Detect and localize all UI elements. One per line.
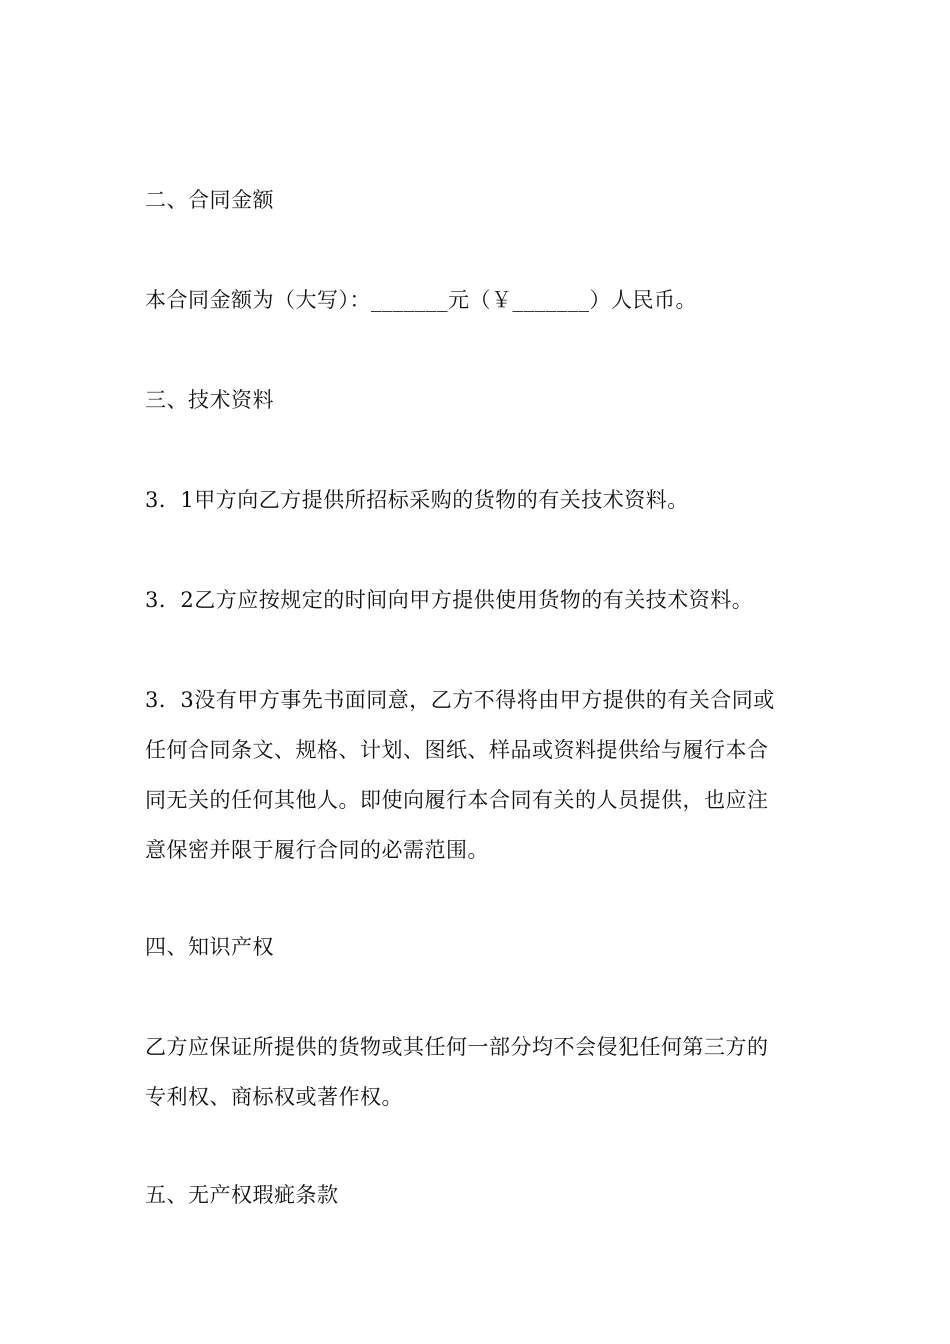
clause-3-3-line-1: 3．3没有甲方事先书面同意，乙方不得将由甲方提供的有关合同或	[145, 688, 775, 712]
clause-3-1: 3．1甲方向乙方提供所招标采购的货物的有关技术资料。	[145, 488, 689, 512]
clause-3-3-line-2: 任何合同条文、规格、计划、图纸、样品或资料提供给与履行本合	[145, 738, 769, 762]
section-heading-no-title-defect: 五、无产权瑕疵条款	[145, 1183, 339, 1207]
clause-3-3-line-4: 意保密并限于履行合同的必需范围。	[145, 838, 489, 862]
intellectual-property-line-2: 专利权、商标权或著作权。	[145, 1085, 403, 1109]
section-heading-technical-data: 三、技术资料	[145, 388, 274, 412]
section-heading-contract-amount: 二、合同金额	[145, 188, 274, 212]
section-heading-intellectual-property: 四、知识产权	[145, 935, 274, 959]
clause-3-2: 3．2乙方应按规定的时间向甲方提供使用货物的有关技术资料。	[145, 588, 754, 612]
clause-3-3	[145, 675, 815, 875]
intellectual-property-line-1: 乙方应保证所提供的货物或其任何一部分均不会侵犯任何第三方的	[145, 1035, 769, 1059]
intellectual-property-paragraph	[145, 1022, 815, 1122]
contract-amount-paragraph: 本合同金额为（大写）：_______元（￥_______）人民币。	[145, 288, 697, 312]
clause-3-3-line-3: 同无关的任何其他人。即使向履行本合同有关的人员提供，也应注	[145, 788, 769, 812]
